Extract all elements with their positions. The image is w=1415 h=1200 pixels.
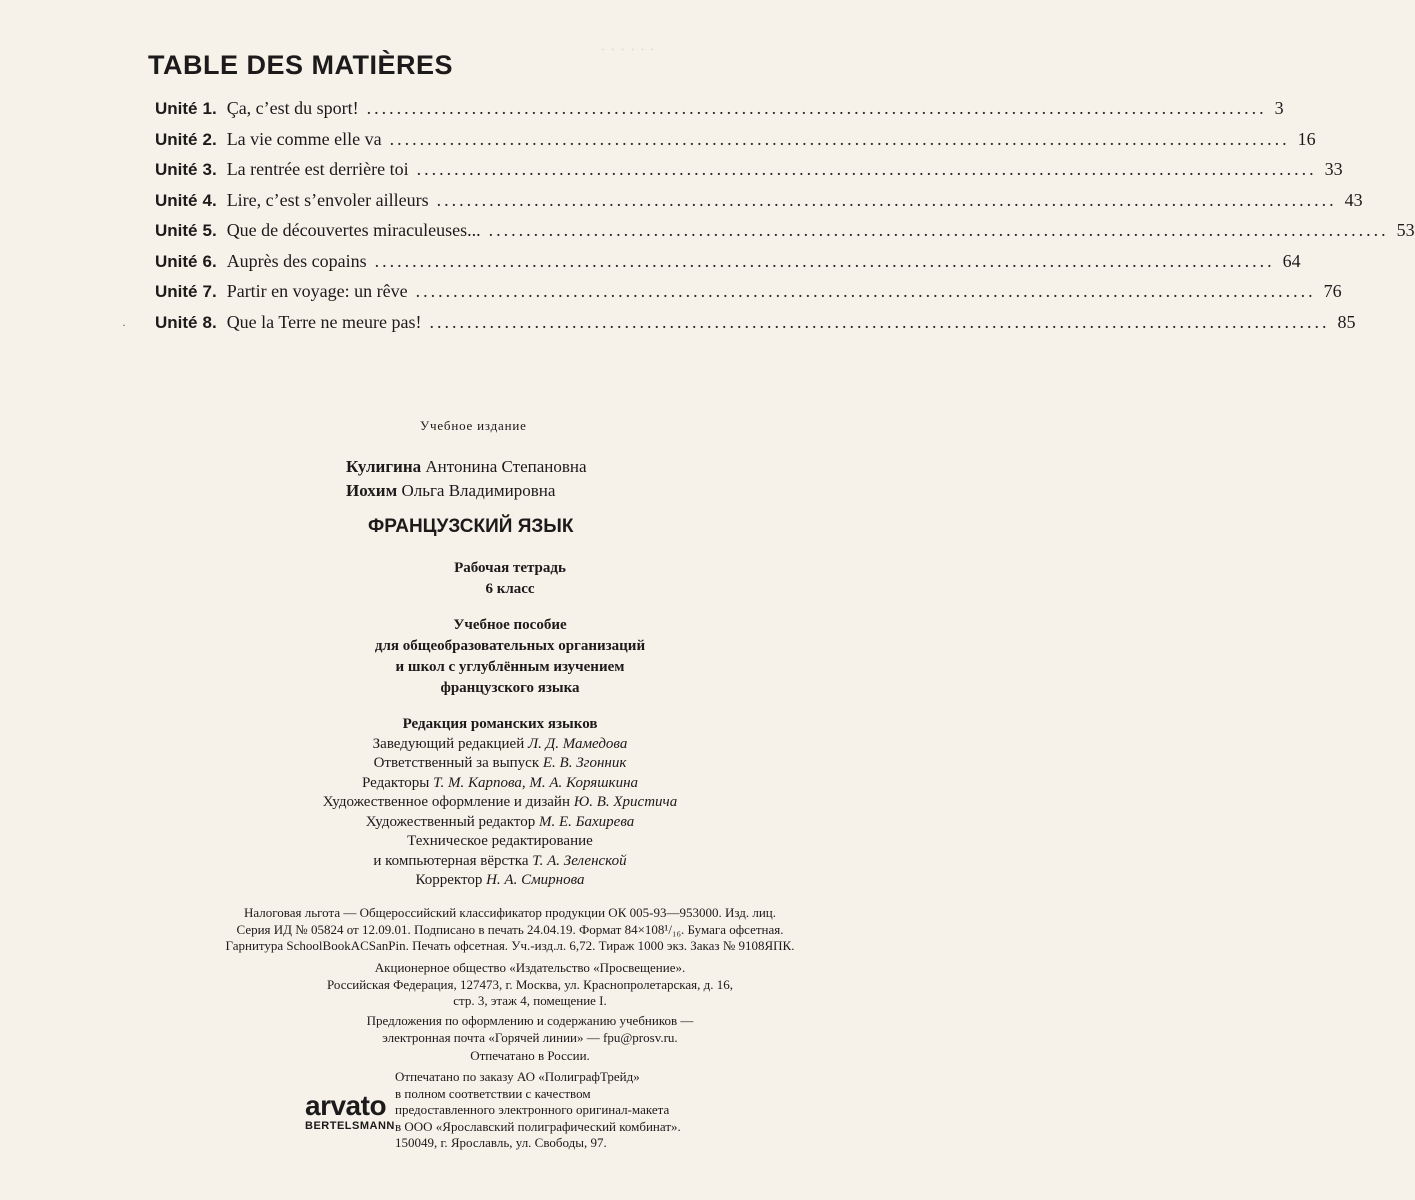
bleed-through: · · · · · ·	[600, 40, 656, 59]
arvato-logo: arvato BERTELSMANN	[305, 1090, 395, 1132]
toc-leader-dots: ........................................................................................................................	[429, 311, 1330, 332]
editorial-line: Художественное оформление и дизайн Ю. В. Христича	[322, 794, 678, 810]
editorial-line: Заведующий редакцией Л. Д. Мамедова	[372, 735, 628, 752]
printed-in: Отпечатано в России.	[470, 1048, 590, 1063]
printer-info: Отпечатано по заказу АО «ПолиграфТрейд» в полном соответствии с качеством предоставленного электронного оригинал-макета в ООО «Ярославский полиграфический комбинат». 150049, г. Ярославль, ул. Свободы, 97.	[395, 1069, 681, 1150]
toc-page-number: 43	[1344, 189, 1363, 210]
toc-unit-label: Unité 8.	[155, 312, 217, 332]
authors	[346, 455, 587, 503]
toc-entry	[155, 220, 1415, 251]
editorial-credits	[270, 715, 730, 891]
toc-page-number: 85	[1337, 311, 1356, 332]
toc-leader-dots: ........................................................................................................................	[416, 159, 1317, 179]
toc-leader-dots: ........................................................................................................................	[374, 250, 1275, 271]
toc-entry	[155, 311, 1356, 343]
edition-label: Учебное издание	[420, 418, 527, 433]
toc-unit-label: Unité 4.	[155, 190, 217, 210]
toc-entry-title: Que de découvertes miraculeuses...	[226, 220, 481, 240]
purpose-block: Учебное пособие для общеобразовательных организаций и школ с углублённым изучением французского языка	[374, 617, 646, 696]
editorial-line: Техническое редактирование	[407, 833, 593, 849]
toc-leader-dots: ........................................................................................................................	[415, 281, 1316, 301]
editorial-line: Редакторы Т. М. Карпова, М. А. Коряшкина	[361, 774, 639, 791]
toc-entry-title: Que la Terre ne meure pas!	[226, 311, 422, 332]
toc-page-number: 76	[1323, 281, 1342, 301]
toc-page-number: 64	[1282, 250, 1301, 271]
toc-entry	[155, 128, 1316, 160]
toc-entry-title: La vie comme elle va	[226, 128, 382, 149]
toc-entry	[155, 159, 1343, 190]
toc-entry-title: Ça, c’est du sport!	[226, 98, 359, 118]
toc-entry	[155, 189, 1363, 221]
editorial-line: Художественный редактор М. Е. Бахирева	[365, 813, 635, 830]
toc-entry-title: Auprès des copains	[226, 250, 367, 271]
toc-page-number: 53	[1396, 220, 1415, 240]
toc-leader-dots: ........................................................................................................................	[389, 128, 1290, 149]
toc-entry-title: Partir en voyage: un rêve	[226, 281, 408, 301]
toc-leader-dots: ........................................................................................................................	[366, 98, 1267, 118]
toc-leader-dots: ........................................................................................................................	[488, 220, 1389, 240]
toc-unit-label: Unité 3.	[155, 160, 217, 179]
toc-page-number: 33	[1324, 159, 1343, 179]
author-1: Кулигина Антонина Степановна	[346, 457, 587, 476]
toc-page-number: 16	[1297, 128, 1316, 149]
margin-mark: ·	[122, 318, 126, 332]
author-2: Иохим Ольга Владимировна	[346, 481, 556, 500]
toc-unit-label: Unité 7.	[155, 282, 217, 301]
toc-entry	[155, 250, 1301, 282]
editorial-line: и компьютерная вёрстка Т. А. Зеленской	[373, 852, 627, 869]
toc-entry-title: Lire, c’est s’envoler ailleurs	[226, 189, 429, 210]
toc-leader-dots: ........................................................................................................................	[436, 189, 1337, 210]
book-title: ФРАНЦУЗСКИЙ ЯЗЫК	[368, 516, 574, 537]
toc-page-number: 3	[1274, 98, 1284, 118]
publisher-info: Акционерное общество «Издательство «Просвещение». Российская Федерация, 127473, г. Москва, ул. Краснопролетарская, д. 16, стр. 3, этаж 4, помещение I.	[327, 960, 733, 1008]
toc-unit-label: Unité 5.	[155, 221, 217, 240]
table-of-contents	[155, 98, 1415, 342]
toc-title: TABLE DES MATIÈRES	[148, 50, 454, 80]
editorial-line: Корректор Н. А. Смирнова	[415, 872, 585, 888]
contact-info: Предложения по оформлению и содержанию учебников — электронная почта «Горячей линии» — fpu@prosv.ru.	[366, 1013, 694, 1045]
toc-entry-title: La rentrée est derrière toi	[226, 159, 409, 179]
toc-unit-label: Unité 2.	[155, 129, 217, 149]
toc-entry	[155, 281, 1342, 312]
toc-unit-label: Unité 6.	[155, 251, 217, 271]
editorial-line: Ответственный за выпуск Е. В. Згонник	[373, 755, 627, 771]
legal-info: Налоговая льгота — Общероссийский классификатор продукции ОК 005-93—953000. Изд. лиц. Серия ИД № 05824 от 12.09.01. Подписано в печать 24.04.19. Формат 84×108¹/₁₆. Бумага офсетная. Гарнитура SchoolBookACSanPin. Печать офсетная. Уч.-изд.л. 6,72. Тираж 1000 экз. Заказ № 9108ЯПК.	[225, 905, 795, 953]
editorial-head: Редакция романских языков	[402, 716, 598, 732]
toc-unit-label: Unité 1.	[155, 99, 217, 118]
toc-entry	[155, 98, 1284, 129]
workbook-subtitle: Рабочая тетрадь 6 класс	[454, 560, 566, 597]
